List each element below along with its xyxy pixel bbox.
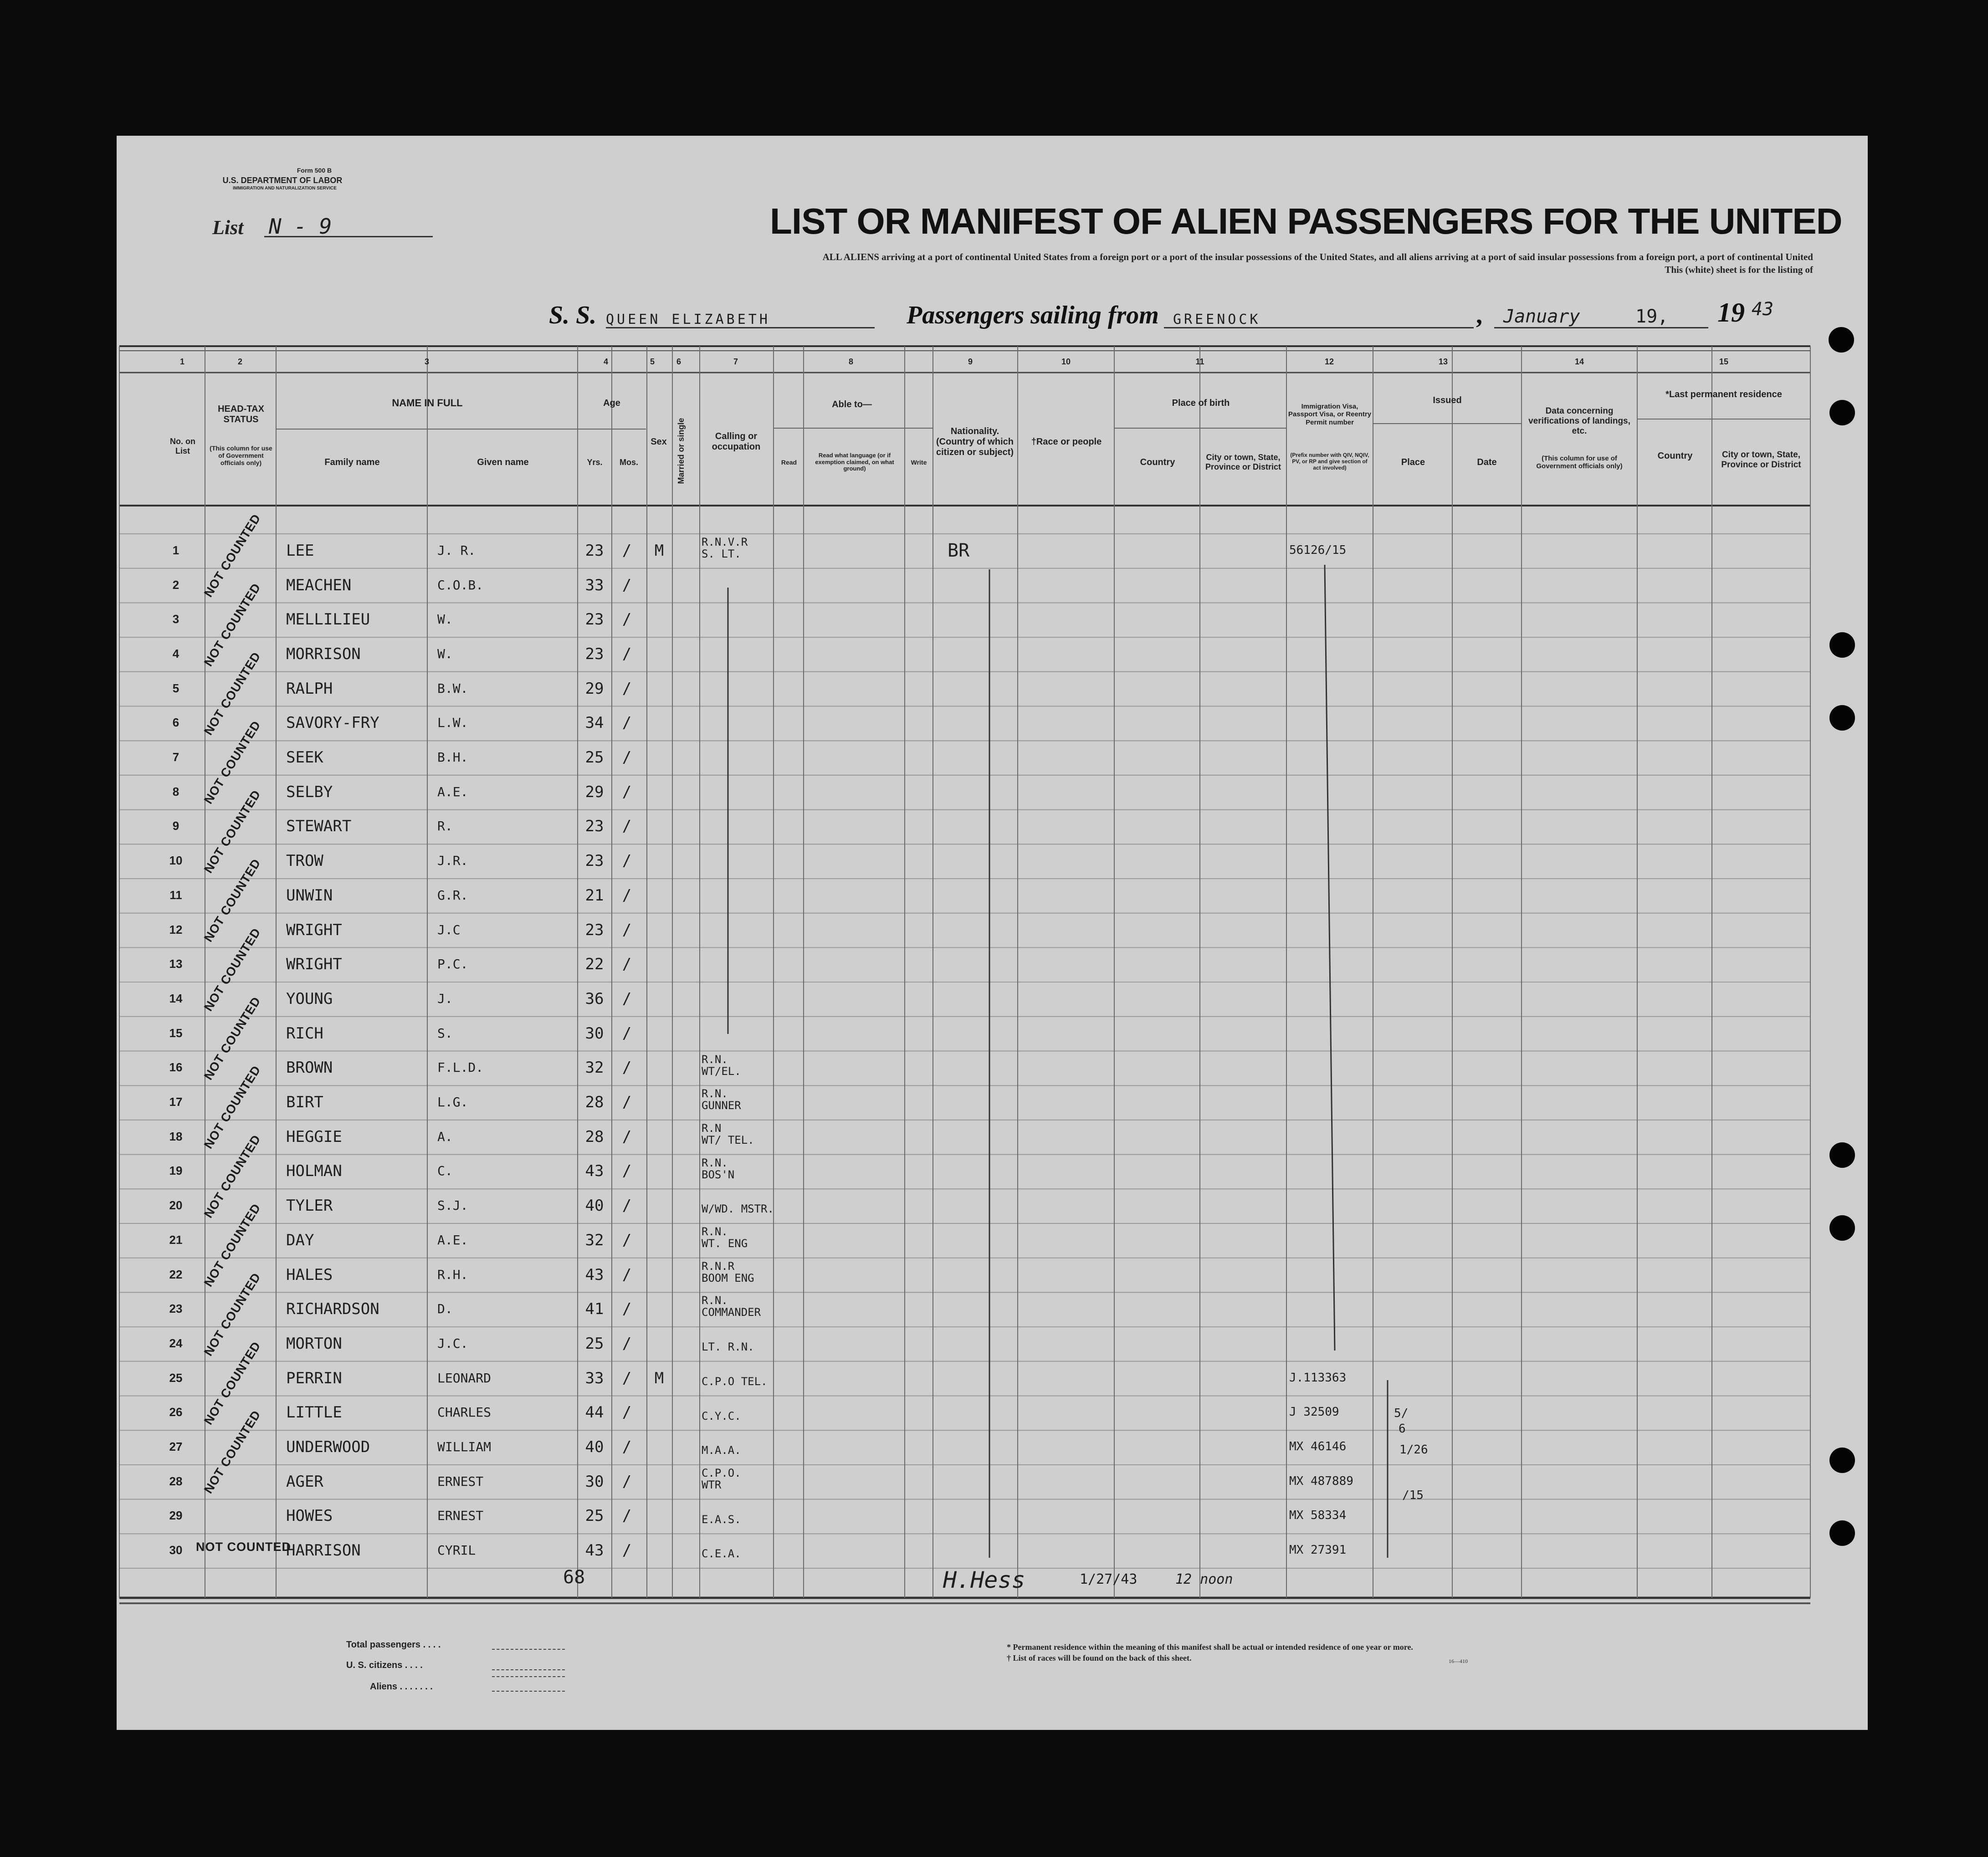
family-name: LITTLE [286,1403,342,1422]
not-counted-stamp: NOT COUNTED [201,1063,264,1151]
row-number: 29 [169,1509,183,1523]
occupation-line-2: C.Y.C. [702,1409,741,1422]
age-years: 41 [585,1300,604,1319]
occupation-line-2: WT/ TEL. [702,1133,754,1146]
age-years: 40 [585,1438,604,1457]
column-number-5: 5 [650,357,655,366]
row-number: 14 [169,991,183,1005]
given-name: L.W. [437,715,468,731]
given-name: B.W. [437,680,468,696]
column-number-10: 10 [1061,357,1071,366]
age-months: / [622,1024,632,1043]
age-years: 28 [585,1093,604,1112]
age-years: 25 [585,1507,604,1525]
column-number-15: 15 [1719,357,1729,366]
date-month: January [1503,306,1580,327]
inspector-signature: H.Hess [943,1567,1025,1593]
header-name-in-full: NAME IN FULL [392,397,463,409]
age-years: 28 [585,1127,604,1146]
row-number: 16 [169,1060,183,1074]
age-months: / [622,610,632,629]
ship-name: QUEEN ELIZABETH [606,312,770,327]
row-number: 23 [169,1302,183,1316]
header-issued-date: Date [1477,457,1497,467]
comma: , [1476,301,1482,329]
row-number: 3 [172,612,179,626]
family-name: HOWES [286,1507,333,1525]
family-name: UNWIN [286,886,333,905]
given-name: CHARLES [437,1405,492,1420]
punch-hole [1829,632,1855,658]
age-months: / [622,1300,632,1319]
row-number: 22 [169,1267,183,1281]
given-name: S. [437,1025,453,1041]
column-number-3: 3 [424,357,429,366]
age-months: / [622,1265,632,1284]
family-name: RALPH [286,679,333,698]
age-years: 32 [585,1059,604,1077]
column-number-8: 8 [848,357,853,366]
subtitle-line-2: This (white) sheet is for the listing of [1665,264,1813,275]
family-name: BROWN [286,1059,333,1077]
age-years: 33 [585,1369,604,1387]
occupation-line-2: COMMANDER [702,1306,761,1319]
given-name: D. [437,1301,453,1317]
header-verifications: Data concerning verifications of landings, etc. [1528,406,1630,436]
punch-hole [1829,1215,1855,1241]
age-years: 25 [585,748,604,767]
age-years: 44 [585,1403,604,1422]
row-number: 28 [169,1474,183,1488]
given-name: S.J. [437,1198,468,1213]
row-number: 26 [169,1405,183,1419]
family-name: PERRIN [286,1369,342,1387]
occupation-line-1: R.N.R [702,1259,735,1273]
family-name: UNDERWOOD [286,1438,370,1457]
row-number: 18 [169,1129,183,1143]
given-name: LEONARD [437,1370,492,1386]
sailing-label: Passengers sailing from [907,301,1159,329]
occupation-line-1: R.N.V.R [702,536,748,548]
row-number: 15 [169,1026,183,1040]
header-family-name: Family name [324,457,380,467]
occupation-line-1: R.N. [702,1156,728,1169]
occupation-line-2: M.A.A. [702,1444,741,1457]
age-years: 40 [585,1197,604,1215]
age-years: 43 [585,1162,604,1181]
row-number: 2 [172,578,179,592]
header-married: Married or single [676,418,686,484]
family-name: RICH [286,1024,323,1043]
family-name: SEEK [286,748,323,767]
given-name: A.E. [437,784,468,799]
header-nationality: Nationality. (Country of which citizen or subject) [936,426,1014,457]
age-months: / [622,645,632,663]
not-counted-stamp: NOT COUNTED [201,1339,264,1427]
visa-number: J.113363 [1289,1371,1347,1385]
family-name: HEGGIE [286,1127,342,1146]
age-months: / [622,714,632,732]
given-name: CYRIL [437,1543,476,1558]
punch-hole [1829,400,1855,425]
header-last-residence: *Last permanent residence [1665,389,1782,399]
header-birth-country: Country [1140,457,1175,467]
given-name: J.C [437,922,461,937]
header-place-of-birth: Place of birth [1172,398,1230,408]
column-number-12: 12 [1324,357,1334,366]
row-number: 30 [169,1543,183,1557]
header-visa-note: (Prefix number with QIV, NQIV, PV, or RP and give section of act involved) [1290,452,1369,471]
given-name: J. [437,991,453,1006]
age-months: / [622,852,632,870]
footer-total-passengers: Total passengers . . . . [346,1640,441,1650]
subtitle-line-1: ALL ALIENS arriving at a port of continental United States from a foreign port or a port of the insular possessions of the United States, and all aliens arriving at a port of said insular possessions from a foreign port, a port of continental United [822,251,1813,262]
not-counted-stamp: NOT COUNTED [201,994,264,1083]
visa-number: 56126/15 [1289,543,1347,557]
header-write: Write [911,458,927,466]
family-name: HALES [286,1265,333,1284]
signature-time: 12 noon [1175,1571,1233,1587]
occupation-line-2: WTR [702,1478,722,1491]
year-print: 19 [1717,297,1745,327]
list-underline [264,236,433,237]
family-name: STEWART [286,817,352,836]
age-years: 33 [585,576,604,594]
sex: M [654,541,664,560]
age-months: / [622,921,632,939]
occupation-line-2: GUNNER [702,1099,741,1112]
age-months: / [622,955,632,974]
given-name: P.C. [437,957,468,972]
year-hand: 43 [1752,299,1774,320]
footer-us-citizens: U. S. citizens . . . . [346,1660,423,1670]
header-yrs: Yrs. [587,457,603,467]
not-counted-stamp: NOT COUNTED [201,580,264,669]
footer-line [492,1676,565,1677]
family-name: HARRISON [286,1541,361,1560]
header-issued: Issued [1433,395,1462,405]
column-number-1: 1 [179,357,184,366]
issued-mark-3: 1/26 [1399,1443,1428,1457]
occupation-line-2: BOS'N [702,1168,735,1181]
header-given-name: Given name [477,457,529,467]
given-name: B.H. [437,750,468,765]
age-years: 34 [585,714,604,732]
row-number: 9 [172,819,179,833]
age-months: / [622,1231,632,1249]
footer-line [492,1669,565,1670]
footer-note-1: * Permanent residence within the meaning of this manifest shall be actual or intended residence of one year or more. [1007,1642,1413,1652]
given-name: A.E. [437,1232,468,1248]
occupation-line-2: WT/EL. [702,1064,741,1078]
not-counted-stamp: NOT COUNTED [196,1540,291,1554]
row-number: 25 [169,1371,183,1385]
footer-aliens: Aliens . . . . . . . [370,1682,433,1692]
family-name: TROW [286,852,323,870]
age-years: 30 [585,1024,604,1043]
row-number: 5 [172,681,179,695]
occupation-line-2: C.P.O TEL. [702,1375,768,1388]
not-counted-stamp: NOT COUNTED [201,512,264,600]
occupation-line-2: W/WD. MSTR. [702,1202,774,1216]
age-months: / [622,817,632,836]
not-counted-stamp: NOT COUNTED [201,787,264,875]
age-months: / [622,1438,632,1457]
header-issued-place: Place [1401,457,1425,467]
occupation-line-2: E.A.S. [702,1513,741,1526]
given-name: C.O.B. [437,577,484,593]
age-months: / [622,1334,632,1353]
column-number-9: 9 [968,357,973,366]
given-name: J.C. [437,1335,468,1351]
row-number: 4 [172,646,179,660]
ss-label: S. S. [549,301,597,329]
given-name: R.H. [437,1267,468,1282]
header-age: Age [603,398,620,408]
footer-print-code: 16—410 [1449,1658,1468,1664]
age-months: / [622,576,632,594]
family-name: MEACHEN [286,576,352,594]
header-birth-city: City or town, State, Province or District [1205,453,1281,471]
occupation-line-1: R.N. [702,1225,728,1238]
row-number: 8 [172,784,179,798]
family-name: TYLER [286,1197,333,1215]
port-name: GREENOCK [1173,312,1261,327]
age-months: / [622,1507,632,1525]
age-months: / [622,1162,632,1181]
given-name: R. [437,819,453,834]
visa-number: MX 487889 [1289,1474,1353,1488]
signature-date: 1/27/43 [1080,1571,1137,1587]
header-res-city: City or town, State, Province or District [1721,450,1801,470]
age-years: 29 [585,679,604,698]
age-months: / [622,1093,632,1112]
header-mos: Mos. [619,457,638,467]
service-name: IMMIGRATION AND NATURALIZATION SERVICE [233,186,337,191]
not-counted-stamp: NOT COUNTED [201,856,264,945]
given-name: J. R. [437,542,476,558]
row-number: 13 [169,957,183,971]
header-able-to: Able to— [832,399,872,409]
visa-number: J 32509 [1289,1405,1339,1419]
family-name: BIRT [286,1093,323,1112]
header-read: Read [781,458,797,466]
row-number: 10 [169,854,183,868]
not-counted-stamp: NOT COUNTED [201,649,264,738]
age-months: / [622,1127,632,1146]
row-number: 1 [172,543,179,557]
given-name: ERNEST [437,1473,484,1489]
given-name: J.R. [437,853,468,869]
occupation-line-1: R.N. [702,1053,728,1066]
header-race: †Race or people [1031,436,1102,447]
family-name: SAVORY-FRY [286,714,379,732]
age-months: / [622,1197,632,1215]
age-months: / [622,886,632,905]
age-years: 36 [585,989,604,1008]
occupation-line-1: R.N [702,1121,722,1135]
occupation-line-2: WT. ENG [702,1237,748,1250]
not-counted-stamp: NOT COUNTED [201,925,264,1013]
header-res-country: Country [1657,450,1693,461]
punch-hole [1829,1520,1855,1546]
age-months: / [622,1059,632,1077]
column-number-4: 4 [603,357,608,366]
age-months: / [622,1541,632,1560]
given-name: C. [437,1163,453,1179]
row-number: 11 [169,888,182,902]
given-name: L.G. [437,1095,468,1110]
family-name: AGER [286,1472,323,1491]
family-name: MELLILIEU [286,610,370,629]
issued-mark-4: /15 [1402,1489,1424,1502]
header-calling: Calling or occupation [712,431,761,452]
header-read-language: Read what language (or if exemption claimed, on what ground) [815,451,894,472]
not-counted-stamp: NOT COUNTED [201,1408,264,1496]
age-years: 23 [585,817,604,836]
given-name: W. [437,612,453,627]
footer-line [492,1691,565,1692]
ship-underline [606,327,875,328]
row-number: 6 [172,716,179,730]
row-number: 27 [169,1440,183,1454]
family-name: SELBY [286,783,333,801]
row-number: 12 [169,922,183,936]
occupation-line-1: R.N. [702,1087,728,1100]
age-years: 25 [585,1334,604,1353]
punch-hole [1829,327,1854,353]
age-months: / [622,541,632,560]
family-name: MORRISON [286,645,361,663]
form-number: Form 500 B [297,167,332,174]
age-months: / [622,748,632,767]
column-number-13: 13 [1438,357,1448,366]
header-head-tax-note: (This column for use of Government officials only) [210,444,272,467]
row-number: 24 [169,1336,183,1350]
list-label: List [212,216,244,239]
age-years: 23 [585,610,604,629]
family-name: LEE [286,541,314,560]
column-number-7: 7 [733,357,738,366]
date-day: 19, [1635,306,1669,327]
visa-number: MX 58334 [1289,1509,1347,1523]
age-months: / [622,679,632,698]
age-years: 32 [585,1231,604,1249]
occupation-line-2: C.E.A. [702,1547,741,1560]
age-months: / [622,1403,632,1422]
family-name: WRIGHT [286,955,342,974]
column-number-14: 14 [1574,357,1584,366]
age-years: 30 [585,1472,604,1491]
not-counted-stamp: NOT COUNTED [201,1132,264,1220]
age-years: 22 [585,955,604,974]
not-counted-stamp: NOT COUNTED [201,718,264,807]
header-visa: Immigration Visa, Passport Visa, or Reentry Permit number [1288,403,1372,426]
row-number: 19 [169,1164,183,1178]
given-name: A. [437,1129,453,1144]
occupation-line-2: BOOM ENG [702,1271,754,1284]
manifest-title: LIST OR MANIFEST OF ALIEN PASSENGERS FOR THE UNITED [770,201,1842,241]
punch-hole [1829,1448,1855,1473]
date-underline [1494,327,1708,328]
occupation-line-2: LT. R.N. [702,1340,754,1354]
not-counted-stamp: NOT COUNTED [201,1270,264,1358]
family-name: YOUNG [286,989,333,1008]
given-name: G.R. [437,887,468,903]
column-number-2: 2 [237,357,242,366]
issued-mark-1: 5/ [1394,1407,1409,1420]
age-total: 68 [563,1567,585,1588]
port-underline [1164,327,1474,328]
occupation-line-1: C.P.O. [702,1466,741,1479]
age-months: / [622,783,632,801]
occupation-line-2: S. LT. [702,547,741,560]
header-sex: Sex [651,436,667,447]
nationality: BR [948,540,970,561]
visa-number: MX 27391 [1289,1543,1347,1557]
header-no-on-list: No. on List [170,437,195,455]
row-number: 7 [172,750,179,764]
department: U.S. DEPARTMENT OF LABOR [222,176,343,185]
row-number: 21 [169,1233,183,1247]
age-months: / [622,1472,632,1491]
family-name: RICHARDSON [286,1300,379,1319]
given-name: WILLIAM [437,1439,492,1455]
not-counted-stamp: NOT COUNTED [201,1201,264,1289]
age-years: 23 [585,645,604,663]
header-head-tax: HEAD-TAX STATUS [218,404,264,425]
row-number: 20 [169,1198,183,1212]
age-years: 43 [585,1265,604,1284]
footer-note-2: † List of races will be found on the back of this sheet. [1007,1653,1192,1663]
given-name: ERNEST [437,1508,484,1524]
age-years: 23 [585,921,604,939]
age-years: 21 [585,886,604,905]
family-name: DAY [286,1231,314,1249]
age-years: 29 [585,783,604,801]
age-years: 43 [585,1541,604,1560]
punch-hole [1829,705,1855,731]
age-years: 23 [585,541,604,560]
age-months: / [622,1369,632,1387]
column-number-6: 6 [676,357,681,366]
family-name: WRIGHT [286,921,342,939]
occupation-line-1: R.N. [702,1294,728,1307]
punch-hole [1829,1142,1855,1168]
issued-mark-2: 6 [1399,1422,1406,1436]
given-name: W. [437,646,453,661]
sex: M [654,1369,664,1387]
row-number: 17 [169,1095,183,1109]
column-number-11: 11 [1195,357,1204,366]
family-name: MORTON [286,1334,342,1353]
visa-number: MX 46146 [1289,1440,1347,1454]
given-name: F.L.D. [437,1060,484,1075]
age-months: / [622,989,632,1008]
footer-line [492,1649,565,1650]
header-verifications-note: (This column for use of Government officials only) [1536,454,1623,470]
list-value: N - 9 [269,214,332,239]
age-years: 23 [585,852,604,870]
family-name: HOLMAN [286,1162,342,1181]
